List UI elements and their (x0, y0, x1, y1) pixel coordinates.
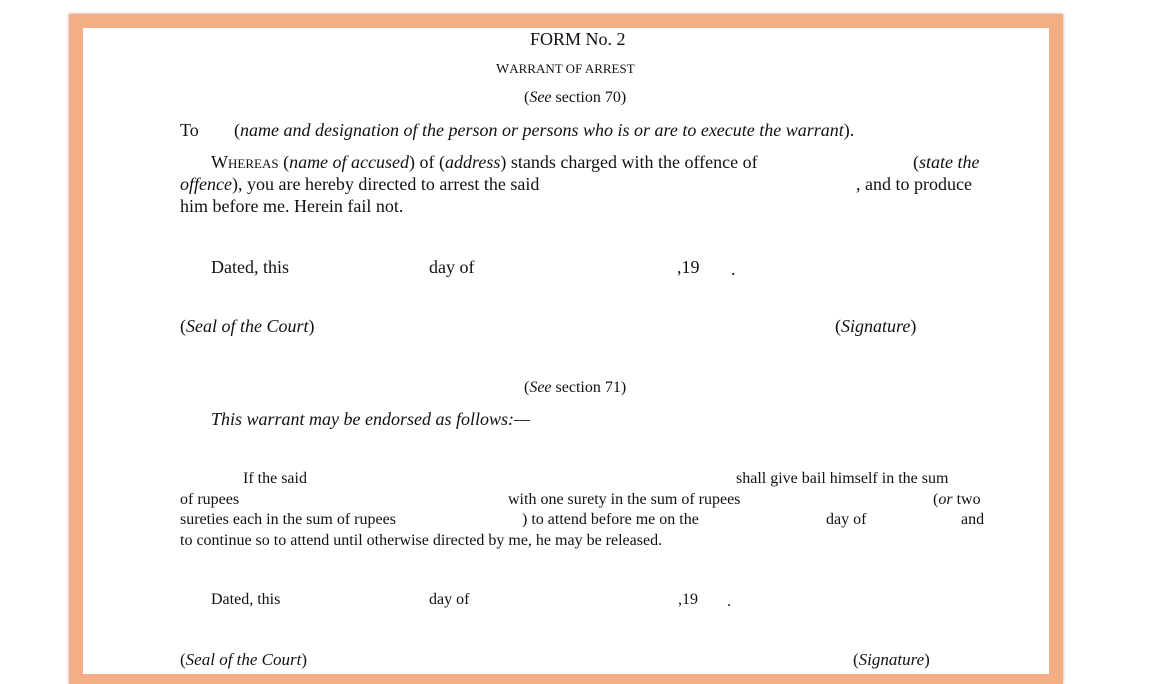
whereas-line: WHEREAS (name of accused) of (address) stands charged with the offence of (211, 152, 758, 172)
bail-day-of: day of (826, 511, 867, 528)
to-label: To (180, 120, 199, 140)
and-to-produce-text: , and to produce (856, 174, 972, 194)
bail-continue-line: to continue so to attend until otherwise directed by me, he may be released. (180, 532, 663, 549)
seal-of-court-2: (Seal of the Court) (180, 650, 308, 669)
year-dot-2: . (727, 593, 731, 610)
bail-or-two: (or two (933, 491, 981, 508)
bail-if-the-said: If the said (243, 470, 307, 487)
endorsement-heading: This warrant may be endorsed as follows:— (211, 409, 531, 429)
section-71-reference: (See section 71) (524, 379, 627, 396)
signature-2: (Signature) (853, 650, 930, 669)
bail-and: and (961, 511, 985, 528)
year-label-2: ,19 (678, 591, 698, 608)
day-of-label: day of (429, 257, 475, 277)
dated-this-label: Dated, this (211, 257, 289, 277)
year-dot: . (731, 259, 736, 279)
seal-of-court: (Seal of the Court) (180, 316, 315, 336)
to-description: (name and designation of the person or persons who is or are to execute the warrant). (234, 120, 855, 140)
bail-sureties-each: sureties each in the sum of rupees (180, 511, 396, 528)
day-of-label-2: day of (429, 591, 470, 608)
bail-shall-give: shall give bail himself in the sum (736, 470, 949, 487)
bail-one-surety: with one surety in the sum of rupees (508, 491, 741, 508)
section-70-reference: (See section 70) (524, 89, 627, 106)
form-subtitle: WARRANT OF ARREST (496, 61, 635, 77)
form-title: FORM No. 2 (530, 29, 626, 49)
signature: (Signature) (835, 316, 917, 336)
bail-of-rupees: of rupees (180, 491, 240, 508)
offence-line: offence), you are hereby directed to arrest the said (180, 174, 540, 194)
dated-this-label-2: Dated, this (211, 591, 281, 608)
bail-to-attend: ) to attend before me on the (522, 511, 699, 528)
year-label: ,19 (677, 257, 700, 277)
produce-line: him before me. Herein fail not. (180, 196, 404, 216)
state-the-text: (state the (913, 152, 980, 172)
